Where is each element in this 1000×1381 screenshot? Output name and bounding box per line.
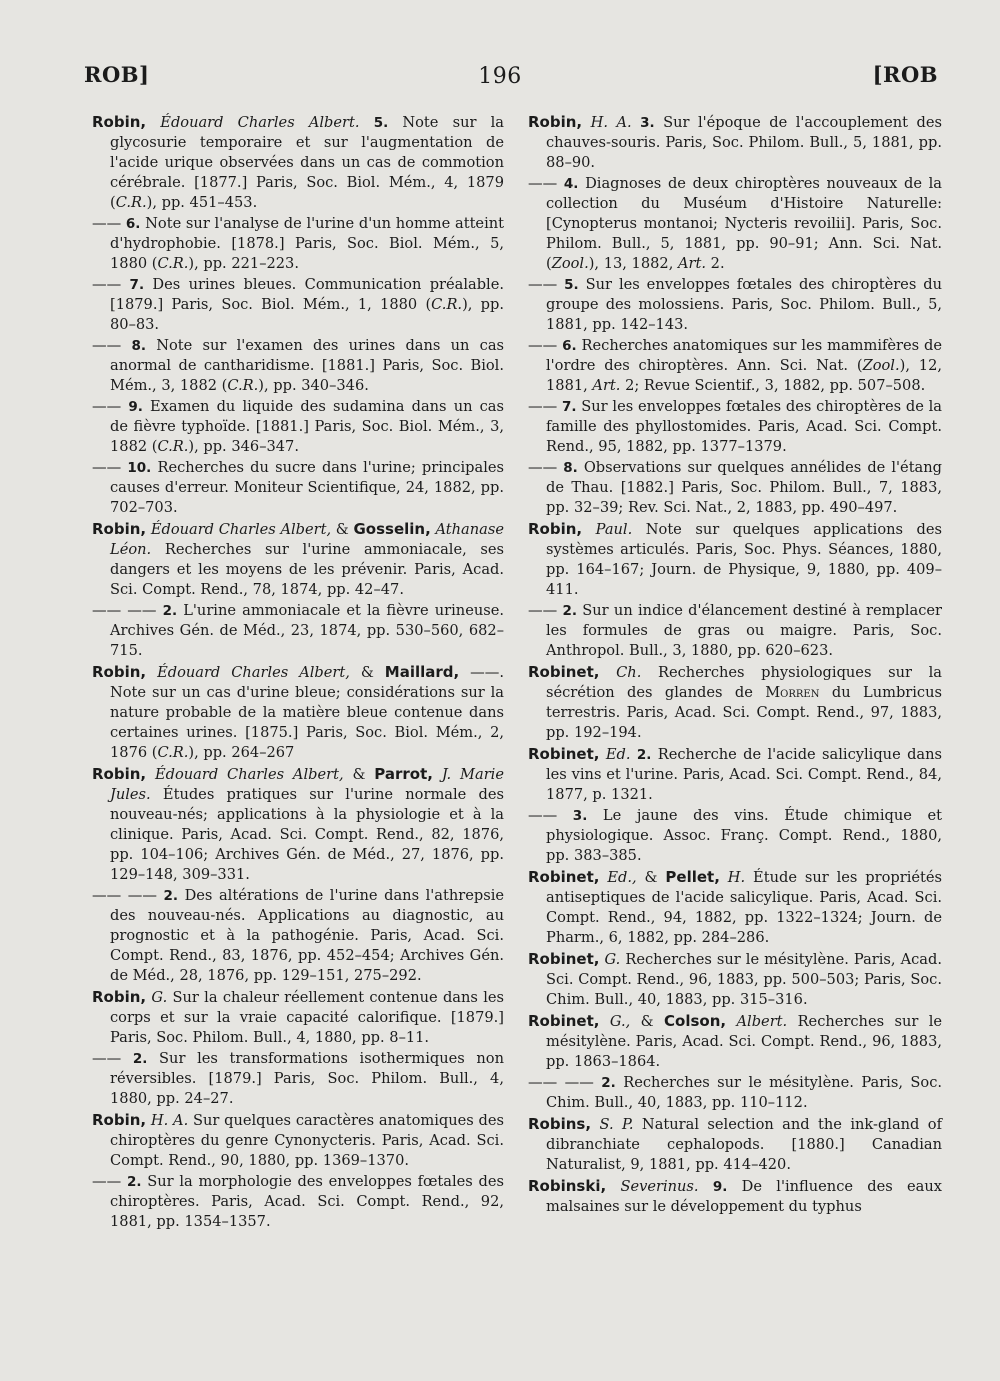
- entry-text: Études pratiques sur l'urine normale des nouveau-nés; applications à la physiologie et à la clinique. Paris, Acad. Sci. Compt. Rend., 82, 1876, pp. 104–106; Archives Gén. de Méd., 27, 1876, pp. 129–148, 309–331.: [110, 786, 504, 883]
- entry-text: Diagnoses de deux chiroptères nouveaux de la collection du Muséum d'Histoire Naturelle: [Cynopterus montanoi; Nycteris revoilii]. Paris, Soc. Philom. Bull., 5, 1881, pp. 90–91; Ann. Sci. Nat. (: [546, 175, 943, 272]
- entry-text: —— ——: [92, 887, 164, 904]
- italic-text: C.R.: [227, 377, 259, 394]
- item-number: 2.: [132, 1051, 148, 1067]
- item-number: 8.: [131, 338, 146, 354]
- italic-text: Ch.: [599, 664, 642, 681]
- entry-text: [360, 114, 374, 131]
- author-name: Robinski,: [528, 1177, 607, 1195]
- entry-text: ——: [528, 398, 562, 415]
- italic-text: H. A.: [582, 114, 632, 131]
- italic-text: C.R.: [115, 194, 147, 211]
- bibliography-entry: [92, 1172, 504, 1232]
- italic-text: Édouard Charles Albert,: [146, 664, 350, 681]
- bibliography-entry: [92, 987, 504, 1048]
- italic-text: Art.: [677, 255, 707, 272]
- entry-text: Natural selection and the ink-gland of dibranchiate cephalopods. [1880.] Canadian Naturalist, 9, 1881, pp. 414–420.: [546, 1116, 942, 1173]
- item-number: 3.: [640, 115, 655, 131]
- entry-text: &: [636, 869, 666, 886]
- page-number: 196: [478, 64, 522, 89]
- author-name: Robin,: [92, 663, 147, 681]
- author-name: Robinet,: [528, 745, 600, 763]
- item-number: 9.: [712, 1179, 728, 1195]
- italic-text: Paul.: [582, 521, 633, 538]
- entry-text: ——: [528, 807, 573, 824]
- bibliography-entry: [528, 1176, 942, 1217]
- entry-text: Sur quelques caractères anatomiques des chiroptères du genre Cynonycteris. Paris, Acad. Sci. Compt. Rend., 90, 1880, pp. 1369–1370.: [110, 1112, 504, 1169]
- entry-text: ——: [528, 337, 563, 354]
- entry-text: ), pp. 221–223.: [188, 255, 299, 272]
- italic-text: C.R.: [157, 438, 189, 455]
- author-name: Maillard,: [384, 663, 460, 681]
- author-name: Robinet,: [528, 663, 600, 681]
- bibliography-entry: [92, 112, 504, 213]
- item-number: 2.: [636, 747, 652, 763]
- entry-text: Observations sur quelques annélides de l'étang de Thau. [1882.] Paris, Soc. Philom. Bull., 7, 1883, pp. 32–39; Rev. Sci. Nat., 2, 1883, pp. 490–497.: [546, 459, 942, 516]
- entry-text: ——: [92, 1050, 133, 1067]
- italic-text: G.,: [599, 1013, 631, 1030]
- bibliography-entry: [92, 336, 504, 396]
- author-name: Robin,: [528, 520, 583, 538]
- author-name: Robinet,: [528, 1012, 600, 1030]
- italic-text: Édouard Charles Albert,: [146, 766, 344, 783]
- item-number: 9.: [128, 399, 143, 415]
- bibliography-entry: [528, 1073, 942, 1113]
- bibliography-entry: [92, 275, 504, 335]
- italic-text: Édouard Charles Albert,: [146, 521, 332, 538]
- bibliography-entry: [92, 601, 504, 661]
- bibliography-entry: [528, 397, 942, 457]
- italic-text: Zool.: [862, 357, 900, 374]
- entry-text: Sur un indice d'élancement destiné à remplacer les formules de gras ou maigre. Paris, Soc. Anthropol. Bull., 3, 1880, pp. 620–623.: [546, 602, 942, 659]
- entry-text: Examen du liquide des sudamina dans un cas de fièvre typhoïde. [1881.] Paris, Soc. Biol. Mém., 3, 1882 (: [110, 398, 504, 455]
- entry-text: &: [343, 766, 375, 783]
- author-name: Robin,: [528, 113, 583, 131]
- italic-text: Ed.,: [599, 869, 637, 886]
- entry-text: Note sur l'analyse de l'urine d'un homme atteint d'hydrophobie. [1878.] Paris, Soc. Biol. Mém., 5, 1880 (: [110, 215, 504, 272]
- entry-text: Recherches du sucre dans l'urine; principales causes d'erreur. Moniteur Scientifique, 24, 1882, pp. 702–703.: [110, 459, 504, 516]
- bibliography-entry: [528, 336, 942, 396]
- entry-text: ——: [528, 459, 564, 476]
- bibliography-entry: [528, 949, 942, 1010]
- italic-text: Ed.: [599, 746, 631, 763]
- author-name: Robin,: [92, 988, 147, 1006]
- bibliography-entry: [528, 275, 942, 335]
- running-head-left: ROB]: [84, 62, 150, 87]
- entry-text: ——: [92, 398, 129, 415]
- item-number: 2.: [601, 1075, 616, 1091]
- author-name: Gosselin,: [353, 520, 431, 538]
- entry-text: Des urines bleues. Communication préalable. [1879.] Paris, Soc. Biol. Mém., 1, 1880 (: [110, 276, 504, 313]
- entry-text: Sur les transformations isothermiques non réversibles. [1879.] Paris, Soc. Philom. Bull., 4, 1880, pp. 24–27.: [110, 1050, 504, 1107]
- entry-text: ), pp. 346–347.: [188, 438, 299, 455]
- entry-text: Note sur quelques applications des systèmes articulés. Paris, Soc. Phys. Séances, 1880, pp. 164–167; Journ. de Physique, 9, 1880, pp. 409–411.: [546, 521, 942, 598]
- entry-text: ——: [92, 1173, 127, 1190]
- bibliography-entry: [528, 1011, 942, 1072]
- author-name: Robin,: [92, 113, 147, 131]
- entry-text: Recherches sur le mésitylène. Paris, Acad. Sci. Compt. Rend., 96, 1883, pp. 1863–1864.: [546, 1013, 943, 1070]
- entry-text: ), pp. 451–453.: [146, 194, 258, 211]
- author-name: Robinet,: [528, 868, 600, 886]
- bibliography-entry: [92, 458, 504, 518]
- item-number: 5.: [564, 277, 579, 293]
- entry-text: Étude sur les propriétés antiseptiques de l'acide salicylique. Paris, Acad. Sci. Compt. Rend., 94, 1882, pp. 1322–1324; Journ. de Pharm., 6, 1882, pp. 284–286.: [546, 869, 942, 946]
- italic-text: S. P.: [591, 1116, 634, 1133]
- entry-text: Des altérations de l'urine dans l'athrepsie des nouveau-nés. Applications au diagnostic, au prognostic et à la pathogénie. Paris, Acad. Sci. Compt. Rend., 83, 1876, pp. 452–454; Archives Gén. de Méd., 28, 1876, pp. 129–151, 275–292.: [110, 887, 504, 984]
- italic-text: Albert.: [726, 1013, 788, 1030]
- author-name: Parrot,: [374, 765, 433, 783]
- italic-text: Zool.: [551, 255, 589, 272]
- right-column: [528, 112, 942, 1218]
- entry-text: 2; Revue Scientif., 3, 1882, pp. 507–508.: [620, 377, 926, 394]
- entry-text: Le jaune des vins. Étude chimique et physiologique. Assoc. Franç. Compt. Rend., 1880, pp. 383–385.: [546, 807, 942, 864]
- item-number: 5.: [373, 115, 389, 131]
- entry-text: ——: [92, 276, 130, 293]
- entry-text: &: [630, 1013, 665, 1030]
- entry-text: ——: [92, 215, 126, 232]
- item-number: 2.: [162, 603, 178, 619]
- bibliography-entry: [528, 662, 942, 743]
- author-name: Robinet,: [528, 950, 600, 968]
- entry-text: Sur les enveloppes fœtales des chiroptères de la famille des phyllostomides. Paris, Acad. Sci. Compt. Rend., 95, 1882, pp. 1377–1379.: [546, 398, 942, 455]
- bibliography-entry: [92, 519, 504, 600]
- bibliography-entry: [528, 174, 942, 274]
- entry-text: ), 13, 1882,: [588, 255, 678, 272]
- bibliography-entry: [528, 519, 942, 600]
- entry-text: Recherches sur le mésitylène. Paris, Soc. Chim. Bull., 40, 1883, pp. 110–112.: [546, 1074, 943, 1111]
- italic-text: C.R.: [157, 255, 189, 272]
- entry-text: ——: [92, 459, 128, 476]
- author-name: Robin,: [92, 520, 147, 538]
- italic-text: C.R.: [157, 744, 189, 761]
- entry-text: du Lumbricus terrestris. Paris, Acad. Sci. Compt. Rend., 97, 1883, pp. 192–194.: [546, 684, 942, 741]
- italic-text: Athanase Léon.: [110, 521, 504, 558]
- item-number: 7.: [561, 399, 577, 415]
- item-number: 6.: [562, 338, 577, 354]
- bibliography-entry: [92, 397, 504, 457]
- italic-text: H. A.: [146, 1112, 189, 1129]
- entry-text: ——: [528, 175, 564, 192]
- item-number: 4.: [563, 176, 579, 192]
- item-number: 7.: [129, 277, 145, 293]
- italic-text: Art.: [592, 377, 621, 394]
- entry-text: —— ——: [528, 1074, 602, 1091]
- entry-text: ——. Note sur un cas d'urine bleue; considérations sur la nature probable de la matière bleue contenue dans certaines urines. [1875.] Paris, Soc. Biol. Mém., 2, 1876 (: [110, 664, 504, 761]
- small-caps-text: Morren: [765, 684, 820, 701]
- italic-text: Édouard Charles Albert.: [146, 114, 360, 131]
- italic-text: G.: [599, 951, 621, 968]
- entry-text: Sur la chaleur réellement contenue dans les corps et sur la vraie capacité calorifique. [1879.] Paris, Soc. Philom. Bull., 4, 1880, pp. 8–11.: [110, 989, 504, 1046]
- bibliography-entry: [92, 764, 504, 885]
- author-name: Pellet,: [665, 868, 720, 886]
- bibliography-entry: [528, 806, 942, 866]
- entry-text: ), pp. 80–83.: [110, 296, 504, 333]
- item-number: 8.: [563, 460, 578, 476]
- entry-text: Sur la morphologie des enveloppes fœtales des chiroptères. Paris, Acad. Sci. Compt. Rend., 92, 1881, pp. 1354–1357.: [110, 1173, 505, 1230]
- entry-text: [632, 114, 640, 131]
- bibliography-entry: [528, 1114, 942, 1175]
- item-number: 3.: [572, 808, 588, 824]
- item-number: 2.: [163, 888, 179, 904]
- entry-text: 2.: [706, 255, 725, 272]
- italic-text: H.: [719, 869, 746, 886]
- bibliography-entry: [528, 112, 942, 173]
- entry-text: —— ——: [92, 602, 163, 619]
- left-column: [92, 112, 504, 1233]
- bibliography-entry: [528, 458, 942, 518]
- italic-text: C.R.: [431, 296, 463, 313]
- bibliography-entry: [528, 744, 942, 805]
- entry-text: ), 12, 1881,: [546, 357, 943, 394]
- item-number: 6.: [125, 216, 141, 232]
- item-number: 2.: [126, 1174, 142, 1190]
- entry-text: De l'influence des eaux malsaines sur le développement du typhus: [546, 1178, 942, 1215]
- author-name: Colson,: [664, 1012, 727, 1030]
- entry-text: [699, 1178, 713, 1195]
- italic-text: J. Marie Jules.: [110, 766, 504, 803]
- entry-text: ——: [92, 337, 132, 354]
- italic-text: G.: [146, 989, 168, 1006]
- entry-text: Sur l'époque de l'accouplement des chauves-souris. Paris, Soc. Philom. Bull., 5, 1881, pp. 88–90.: [546, 114, 942, 171]
- entry-text: Recherches physiologiques sur la sécrétion des glandes de: [546, 664, 942, 701]
- entry-text: &: [349, 664, 385, 681]
- running-head-right: [ROB: [872, 62, 938, 87]
- entry-text: Note sur la glycosurie temporaire et sur l'augmentation de l'acide urique observées dans un cas de commotion cérébrale. [1877.] Paris, Soc. Biol. Mém., 4, 1879 (: [110, 114, 504, 211]
- entry-text: Recherches sur le mésitylène. Paris, Acad. Sci. Compt. Rend., 96, 1883, pp. 500–503; Paris, Soc. Chim. Bull., 40, 1883, pp. 315–316.: [546, 951, 942, 1008]
- bibliography-entry: [92, 1049, 504, 1109]
- entry-text: L'urine ammoniacale et la fièvre urineuse. Archives Gén. de Méd., 23, 1874, pp. 530–560, 682–715.: [110, 602, 504, 659]
- entry-text: ), pp. 340–346.: [258, 377, 369, 394]
- item-number: 2.: [562, 603, 577, 619]
- entry-text: Recherches sur l'urine ammoniacale, ses dangers et les moyens de les prévenir. Paris, Acad. Sci. Compt. Rend., 78, 1874, pp. 42–47.: [110, 541, 504, 598]
- entry-text: Recherche de l'acide salicylique dans les vins et l'urine. Paris, Acad. Sci. Compt. Rend., 84, 1877, p. 1321.: [546, 746, 943, 803]
- entry-text: Sur les enveloppes fœtales des chiroptères du groupe des molossiens. Paris, Soc. Philom. Bull., 5, 1881, pp. 142–143.: [546, 276, 942, 333]
- author-name: Robin,: [92, 1111, 147, 1129]
- author-name: Robins,: [528, 1115, 592, 1133]
- bibliography-entry: [92, 662, 504, 763]
- bibliography-entry: [92, 1110, 504, 1171]
- bibliography-entry: [92, 214, 504, 274]
- entry-text: Recherches anatomiques sur les mammifères de l'ordre des chiroptères. Ann. Sci. Nat. (: [546, 337, 943, 374]
- entry-text: ), pp. 264–267: [188, 744, 295, 761]
- entry-text: ——: [528, 602, 563, 619]
- entry-text: ——: [528, 276, 565, 293]
- item-number: 10.: [127, 460, 152, 476]
- author-name: Robin,: [92, 765, 147, 783]
- bibliography-entry: [528, 867, 942, 948]
- entry-text: Note sur l'examen des urines dans un cas anormal de cantharidisme. [1881.] Paris, Soc. Biol. Mém., 3, 1882 (: [110, 337, 505, 394]
- bibliography-entry: [528, 601, 942, 661]
- bibliography-entry: [92, 886, 504, 986]
- entry-text: &: [331, 521, 354, 538]
- italic-text: Severinus.: [606, 1178, 699, 1195]
